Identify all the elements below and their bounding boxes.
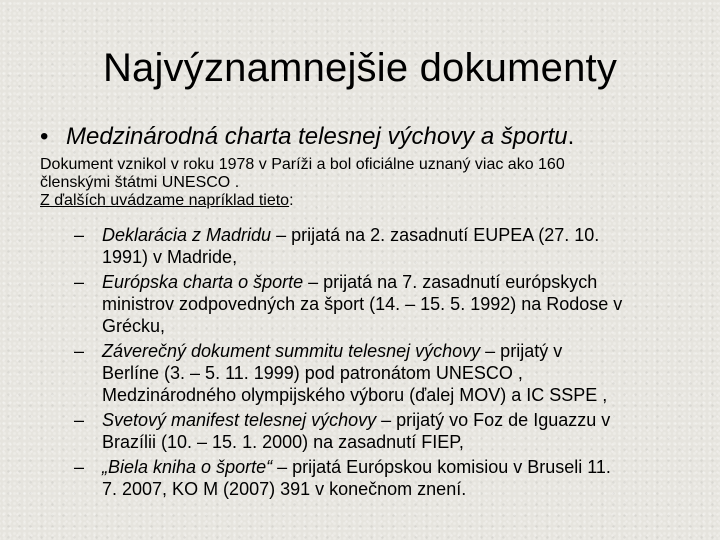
intro-line: Dokument vznikol v roku 1978 v Paríži a bol oficiálne uznaný viac ako 160 xyxy=(40,156,565,173)
document-detail: 7. 2007, KO M (2007) 391 v konečnom znení. xyxy=(102,479,467,499)
main-bullet-suffix: . xyxy=(567,123,575,150)
document-detail: Medzinárodného olympijského výboru (ďalej MOV) a IC SSPE , xyxy=(102,385,608,405)
document-detail: Berlíne (3. – 5. 11. 1999) pod patronátom UNESCO , xyxy=(102,363,523,383)
document-name: Záverečný dokument summitu telesnej výchovy xyxy=(102,341,481,361)
document-detail: – prijatá Európskou komisiou v Bruseli 11. xyxy=(272,457,611,477)
document-name: Európska charta o športe xyxy=(102,272,304,292)
document-list xyxy=(74,224,690,503)
lead-text: Z ďalších uvádzame napríklad tieto xyxy=(40,192,290,209)
list-item xyxy=(74,340,690,406)
dash-marker: – xyxy=(74,410,85,430)
dash-marker: – xyxy=(74,225,85,245)
intro-paragraph xyxy=(40,156,700,210)
document-detail: – prijatá na 7. zasadnutí európskych xyxy=(303,272,598,292)
document-name: „Biela kniha o športe“ xyxy=(102,457,273,477)
document-detail: Brazílii (10. – 15. 1. 2000) na zasadnutí FIEP, xyxy=(102,432,464,452)
list-item xyxy=(74,456,690,500)
document-name: Deklarácia z Madridu xyxy=(102,225,272,245)
main-bullet xyxy=(40,122,700,152)
document-detail: – prijatá na 2. zasadnutí EUPEA (27. 10. xyxy=(271,225,600,245)
document-detail: – prijatý v xyxy=(480,341,563,361)
dash-marker: – xyxy=(74,341,85,361)
document-detail: Grécku, xyxy=(102,316,166,336)
bullet-marker: • xyxy=(40,123,49,150)
list-item xyxy=(74,224,690,268)
intro-line: členskými štátmi UNESCO . xyxy=(40,174,240,191)
lead-line xyxy=(40,192,700,210)
main-bullet-text: Medzinárodná charta telesnej výchovy a športu xyxy=(66,123,568,150)
document-detail: ministrov zodpovedných za šport (14. – 15. 5. 1992) na Rodose v xyxy=(102,294,623,314)
document-name: Svetový manifest telesnej výchovy xyxy=(102,410,377,430)
dash-marker: – xyxy=(74,272,85,292)
list-item xyxy=(74,271,690,337)
slide-title: Najvýznamnejšie dokumenty xyxy=(102,46,618,90)
lead-suffix: : xyxy=(289,192,294,209)
document-detail: – prijatý vo Foz de Iguazzu v xyxy=(376,410,611,430)
document-detail: 1991) v Madride, xyxy=(102,247,238,267)
list-item xyxy=(74,409,690,453)
dash-marker: – xyxy=(74,457,85,477)
